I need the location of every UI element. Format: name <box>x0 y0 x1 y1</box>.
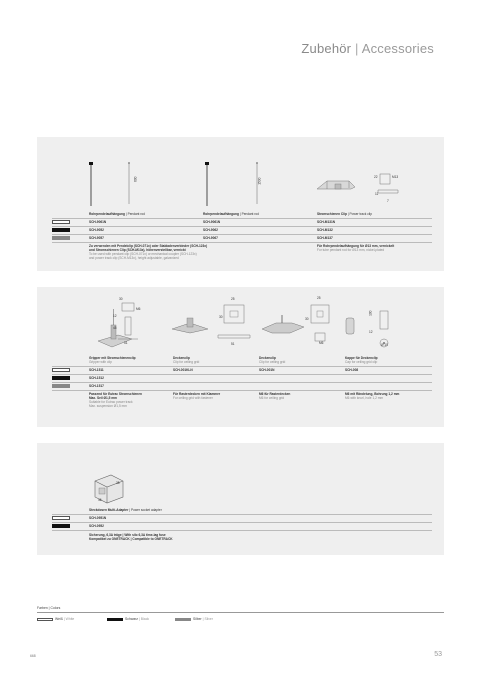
note: M6 mit Rändelung, Bohrung 1,2 mm <box>345 392 400 396</box>
page-title <box>301 41 434 56</box>
item3-name-en: Clip for ceiling grid <box>259 360 286 364</box>
note: Max. Seil Ø1,5 mm <box>89 396 117 400</box>
swatch-black <box>52 376 70 380</box>
cap-image <box>343 315 357 337</box>
adapter-name: Steckdosen Multi-Adapter | Power socket adapter <box>89 508 162 512</box>
legend-item-white: Weiß | White <box>37 617 74 621</box>
gripper-drawing <box>116 301 150 343</box>
item4-name-en: Cap for ceiling grid clip <box>345 360 378 364</box>
swatch-black <box>52 228 70 232</box>
code: SCH-9057 <box>89 236 104 240</box>
swatch-black <box>107 618 123 621</box>
dim-g-b: M6 <box>136 307 141 311</box>
code: SCH-M137 <box>317 236 333 240</box>
swatch-black <box>52 524 70 528</box>
dim-b: 46 <box>98 498 102 502</box>
row-divider <box>52 226 432 227</box>
note: Für Rasterdecken mit Klammer <box>173 392 221 396</box>
code: SCH-9052 <box>89 228 104 232</box>
legend-title: Farben | Colors <box>37 606 61 610</box>
code: SCH-008 <box>345 368 359 372</box>
title-separator: | <box>355 41 359 56</box>
note: M6 für Rasterdecken <box>259 392 291 396</box>
row-divider <box>52 218 432 219</box>
note: M6 with knurl, hole 1,2 mm <box>345 396 384 400</box>
panel-clips <box>37 287 444 427</box>
code: SCH-0951N <box>89 516 107 520</box>
dim-pendant2: 1500 <box>257 177 262 185</box>
code: SCH-1511 <box>89 368 104 372</box>
note-left-en-2: and power track clip (SCH-M13x), height adjustable, galvanized <box>89 256 179 260</box>
item2-name: Deckenclip <box>173 356 190 360</box>
dim-s-a: 25 <box>317 296 321 300</box>
swatch-white <box>52 220 70 224</box>
note: M6 for ceiling grid <box>259 396 285 400</box>
note-right-de: Für Rohrpendelaufhängung für Ø13 mm, vernickelt <box>317 244 395 248</box>
legend-item-silver: Silber | Silver <box>175 617 213 621</box>
row-divider <box>52 366 432 367</box>
pendant-rod-short-image <box>87 160 137 210</box>
dim-g-e: 51 <box>124 341 128 345</box>
code: SCH-9061N <box>89 220 107 224</box>
row-divider <box>52 390 432 391</box>
note: For ceiling grid with fastener <box>173 396 213 400</box>
item3-name: Deckenclip <box>259 356 276 360</box>
title-en: Accessories <box>361 41 434 56</box>
code: SCH-001KLN <box>173 368 193 372</box>
item1-name: Gripper mit Stromschienenclip <box>89 356 136 360</box>
dim-g-a: 30 <box>119 297 123 301</box>
swatch-silver <box>175 618 191 621</box>
adapter-drawing <box>87 473 127 507</box>
col2-name: Rohrpendelaufhängung | Pendant rod <box>203 212 259 216</box>
dim-s-c: M6 <box>319 341 324 345</box>
ceiling-clip-m6-image <box>260 313 306 337</box>
note-right-en: For tube pendant rod for Ø13 mm, nickel-plated <box>317 248 385 252</box>
code: SCH-1512 <box>89 376 104 380</box>
ceiling-clip-image <box>170 315 210 337</box>
code: SCH-1517 <box>89 384 104 388</box>
panel-adapter <box>37 443 444 555</box>
footer-code: 668 <box>30 654 36 658</box>
note-left-de-1: Zu verwenden mit Pendelclip (SCH-071x) oder Stabladenverbinder (SCH-123x) <box>89 244 208 248</box>
dim-d-c: 51 <box>231 342 235 346</box>
item1-name-en: Gripper with clip <box>89 360 112 364</box>
dim-clip-d: 7 <box>387 199 389 203</box>
row-divider <box>52 234 432 235</box>
dim-g-c: 12 <box>113 314 117 318</box>
swatch-white <box>37 618 53 621</box>
note: Max. suspension Ø1,5 mm <box>89 404 127 408</box>
code: SCH-9062 <box>203 228 218 232</box>
col1-name: Rohrpendelaufhängung | Pendant rod <box>89 212 145 216</box>
swatch-white <box>52 516 70 520</box>
row-divider <box>52 522 432 523</box>
note: Passend für Eutrac Stromschienen <box>89 392 142 396</box>
note-left-en-1: To be used with pendant clip (SCH-071x) or mechanical coupler (SCH-123x) <box>89 252 197 256</box>
dim-clip-c: 11 <box>375 192 379 196</box>
col3-name: Stromschienen Clip | Power track clip <box>317 212 373 216</box>
dim-k-b: 12 <box>369 330 373 334</box>
dim-k-a: 100 <box>368 310 373 316</box>
ceiling-clip-drawing <box>214 301 254 345</box>
row-divider <box>52 242 432 243</box>
page-number: 53 <box>434 651 442 658</box>
code: SCH-M132 <box>317 228 333 232</box>
note: Sicherung, 6,3A träge | With silo 6,3A time-lag fuse <box>89 533 166 537</box>
dim-clip-a: 22 <box>374 175 378 179</box>
note: Kompatibel zu ONETRACK | Compatible to ONETRACK <box>89 537 173 541</box>
code: SCH-M131N <box>317 220 336 224</box>
ceiling-clip-m6-drawing <box>303 299 339 347</box>
dim-pendant1: 600 <box>133 176 138 182</box>
item4-name: Kappe für Deckenclip <box>345 356 378 360</box>
legend-divider <box>37 612 444 613</box>
swatch-silver <box>52 384 70 388</box>
dim-d-b: 30 <box>219 315 223 319</box>
dim-k-c: Ø 10 <box>381 343 388 347</box>
panel-pendant-rods <box>37 137 444 271</box>
swatch-white <box>52 368 70 372</box>
legend-item-black: Schwarz | Black <box>107 617 149 621</box>
dim-a: 35 <box>116 481 120 485</box>
note: Suitable for Eutrac power track <box>89 400 133 404</box>
pendant-rod-long-image <box>203 160 263 210</box>
code: SCH-001N <box>259 368 275 372</box>
dim-s-b: 30 <box>305 317 309 321</box>
item2-name-en: Clip for ceiling grid <box>173 360 200 364</box>
code: SCH-9061N <box>203 220 221 224</box>
track-clip-image <box>315 175 357 197</box>
dim-clip-b: M13 <box>392 175 399 179</box>
row-divider <box>52 382 432 383</box>
row-divider <box>52 514 432 515</box>
title-de: Zubehör <box>301 41 352 56</box>
row-divider <box>52 530 432 531</box>
code: SCH-9067 <box>203 236 218 240</box>
note-left-de-2: und Stromschienen Clip (SCH-M13x), höhenverstellbar, vernickt <box>89 248 186 252</box>
row-divider <box>52 374 432 375</box>
dim-d-a: 25 <box>231 297 235 301</box>
code: SCH-0952 <box>89 524 104 528</box>
swatch-silver <box>52 236 70 240</box>
dim-g-d: 45 <box>113 326 117 330</box>
